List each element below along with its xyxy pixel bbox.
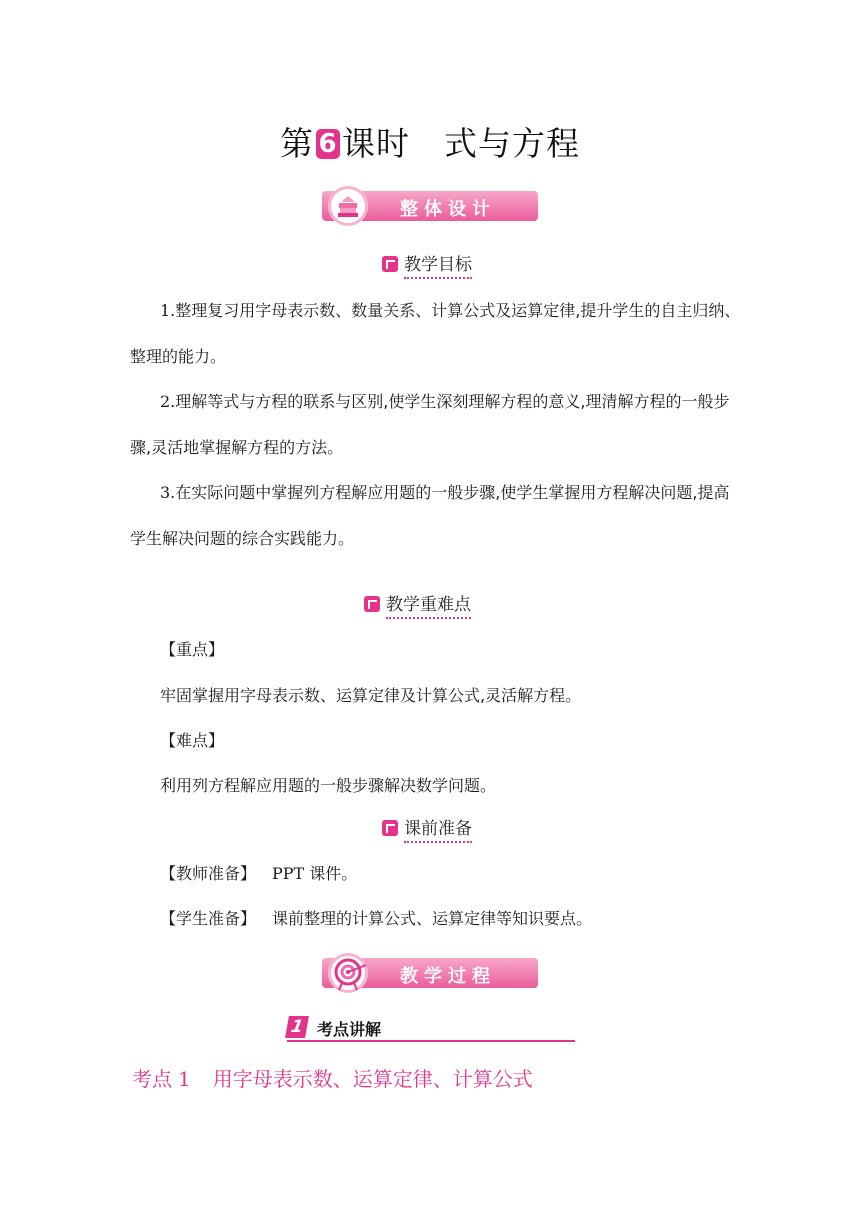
student-prep-text: 课前整理的计算公式、运算定律等知识要点。	[272, 909, 593, 928]
teaching-goals-label: 教学目标	[404, 255, 472, 279]
flag-icon	[382, 820, 398, 836]
goal-2-line-2: 骤,灵活地掌握解方程的方法。	[130, 438, 344, 457]
goal-3-line-1: 3.在实际问题中掌握列方程解应用题的一般步骤,使学生掌握用方程解决问题,提高	[160, 483, 730, 502]
difficulty-label: 【难点】	[160, 731, 225, 750]
goal-1-line-1: 1.整理复习用字母表示数、数量关系、计算公式及运算定律,提升学生的自主归纳、	[160, 301, 741, 320]
teaching-goals-heading	[382, 250, 472, 275]
books-icon	[328, 186, 368, 226]
goal-2-line-1: 2.理解等式与方程的联系与区别,使学生深刻理解方程的意义,理清解方程的一般步	[160, 392, 730, 411]
key-points-heading	[364, 590, 471, 615]
preparation-heading	[382, 814, 472, 839]
section-number: 1	[285, 1016, 309, 1038]
difficulty-text: 利用列方程解应用题的一般步骤解决数学问题。	[160, 776, 497, 795]
key-points-label: 教学重难点	[386, 595, 471, 619]
section-label: 考点讲解	[317, 1020, 382, 1039]
section-header	[287, 1016, 575, 1042]
preparation-label: 课前准备	[404, 819, 472, 843]
focus-text: 牢固掌握用字母表示数、运算定律及计算公式,灵活解方程。	[160, 686, 582, 705]
teaching-process-label: 教学过程	[400, 966, 496, 987]
title-prefix: 第	[280, 124, 314, 163]
teacher-prep-label: 【教师准备】	[160, 864, 257, 883]
overall-design-banner	[322, 191, 538, 221]
flag-icon	[364, 596, 380, 612]
teaching-process-banner	[322, 958, 538, 988]
student-prep-label: 【学生准备】	[160, 909, 257, 928]
focus-label: 【重点】	[160, 640, 225, 659]
title-topic: 式与方程	[444, 124, 580, 163]
teacher-prep-text: PPT 课件。	[272, 864, 358, 883]
goal-1-line-2: 整理的能力。	[130, 347, 227, 366]
overall-design-label: 整体设计	[400, 199, 496, 220]
goal-3-line-2: 学生解决问题的综合实践能力。	[130, 529, 355, 548]
lesson-number-badge: 6	[316, 129, 340, 159]
point-title: 考点 1 用字母表示数、运算定律、计算公式	[132, 1067, 533, 1091]
page-title	[0, 118, 860, 165]
title-suffix: 课时	[342, 124, 410, 163]
flag-icon	[382, 256, 398, 272]
target-icon	[328, 953, 368, 993]
